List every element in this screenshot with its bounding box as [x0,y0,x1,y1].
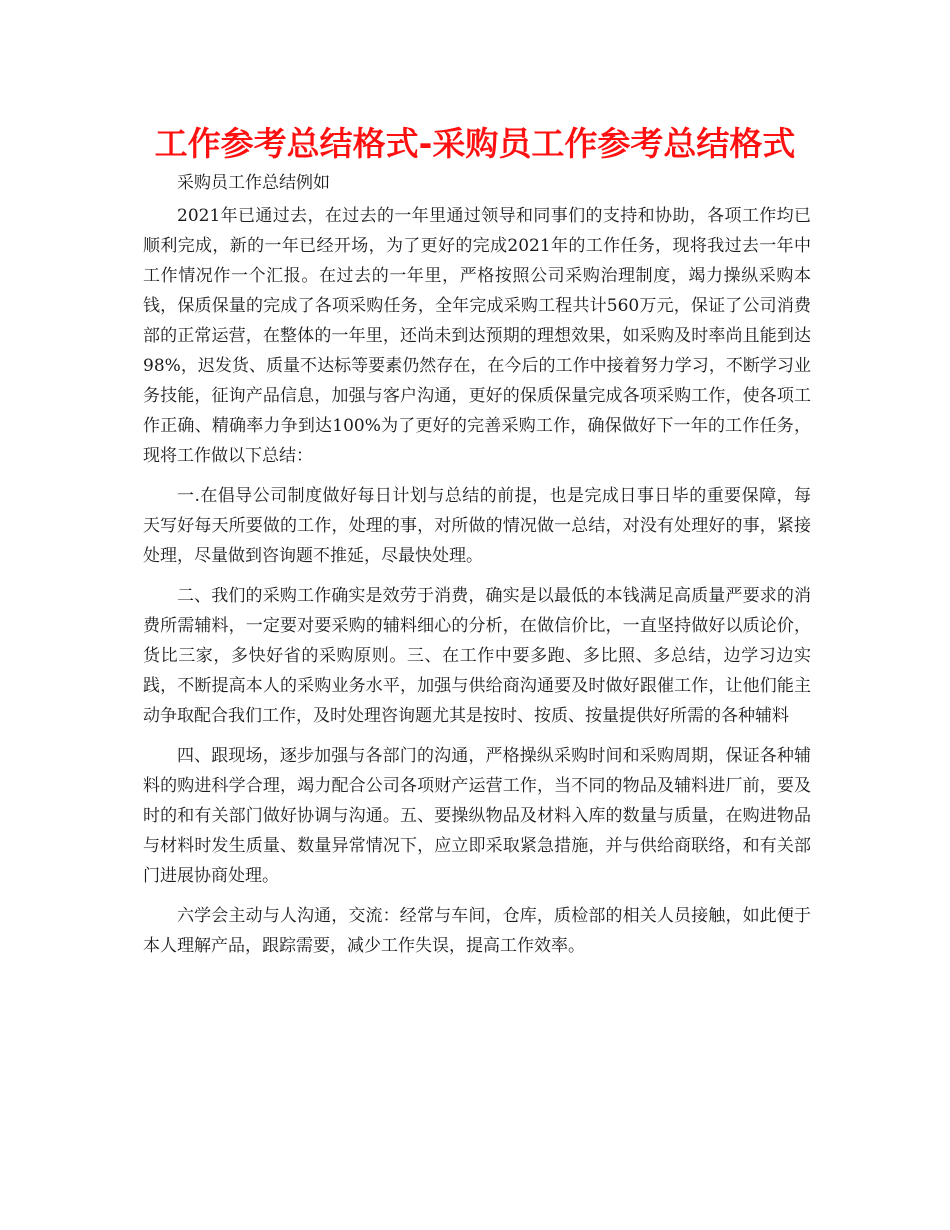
document-body [143,168,811,971]
paragraph-section-4-5: 四、跟现场，逐步加强与各部门的沟通，严格操纵采购时间和采购周期，保证各种辅料的购进科学合理，竭力配合公司各项财产运营工作，当不同的物品及辅料进厂前，要及时的和有关部门做好协调与沟通。五、要操纵物品及材料入库的数量与质量，在购进物品与材料时发生质量、数量异常情况下，应立即采取紧急措施，并与供给商联络，和有关部门进展协商处理。 [143,746,811,886]
paragraph-section-1: 一.在倡导公司制度做好每日计划与总结的前提，也是完成日事日毕的重要保障，每天写好每天所要做的工作，处理的事，对所做的情况做一总结，对没有处理好的事，紧接处理，尽量做到咨询题不推延，尽最快处理。 [143,486,811,566]
paragraph-section-2-3: 二、我们的采购工作确实是效劳于消费，确实是以最低的本钱满足高质量严要求的消费所需辅料，一定要对要采购的辅料细心的分析，在做信价比，一直坚持做好以质论价，货比三家，多快好省的采购原则。三、在工作中要多跑、多比照、多总结，边学习边实践，不断提高本人的采购业务水平，加强与供给商沟通要及时做好跟催工作，让他们能主动争取配合我们工作，及时处理咨询题尤其是按时、按质、按量提供好所需的各种辅料 [143,586,811,726]
paragraph-intro: 2021年已通过去，在过去的一年里通过领导和同事们的支持和协助，各项工作均已顺利完成，新的一年已经开场，为了更好的完成2021年的工作任务，现将我过去一年中工作情况作一个汇报。在过去的一年里，严格按照公司采购治理制度，竭力操纵采购本钱，保质保量的完成了各项采购任务，全年完成采购工程共计560万元，保证了公司消费部的正常运营，在整体的一年里，还尚未到达预期的理想效果，如采购及时率尚且能到达98%，迟发货、质量不达标等要素仍然存在，在今后的工作中接着努力学习，不断学习业务技能，征询产品信息，加强与客户沟通，更好的保质保量完成各项采购工作，使各项工作正确、精确率力争到达100%为了更好的完善采购工作，确保做好下一年的工作任务，现将工作做以下总结： [143,206,811,466]
document-title: 工作参考总结格式-采购员工作参考总结格式 [154,124,796,163]
paragraph-section-6: 六学会主动与人沟通，交流：经常与车间，仓库，质检部的相关人员接触，如此便于本人理解产品，跟踪需要，减少工作失误，提高工作效率。 [143,906,811,956]
document-subtitle: 采购员工作总结例如 [177,173,330,193]
